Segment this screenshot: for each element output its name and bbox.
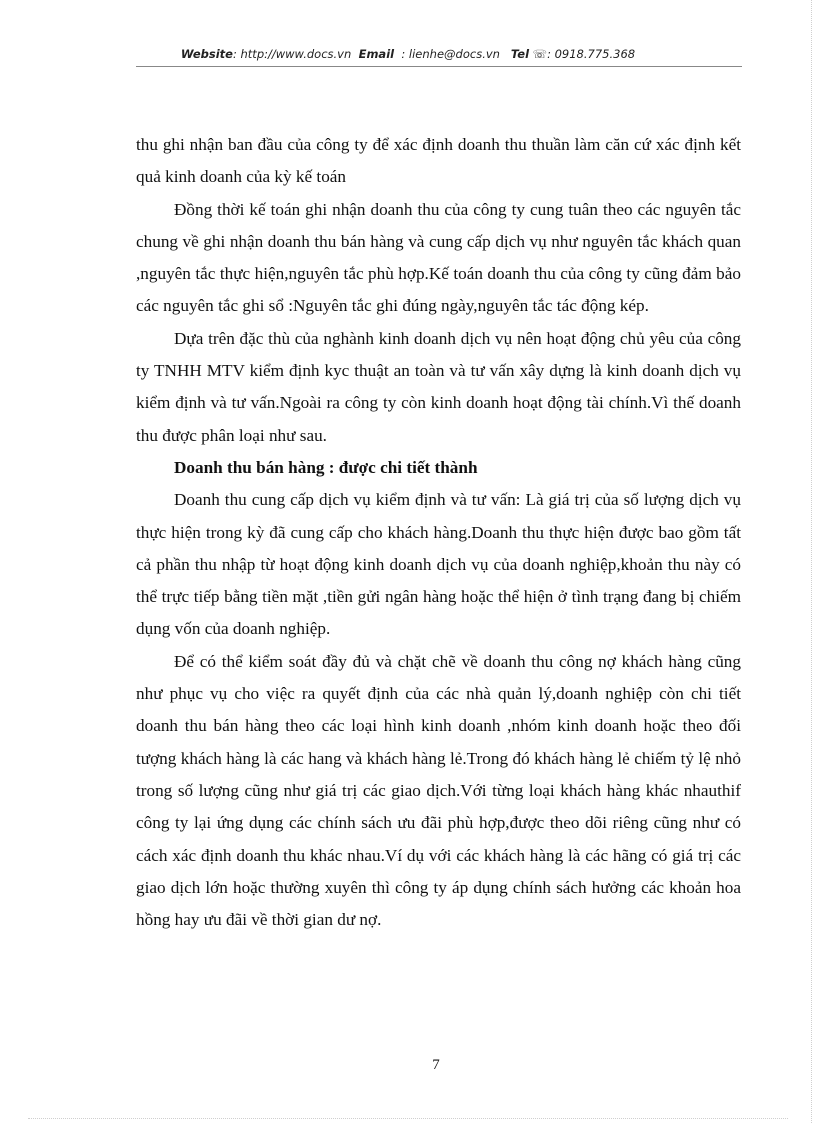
website-label: Website bbox=[180, 47, 233, 61]
paragraph: Đồng thời kế toán ghi nhận doanh thu của công ty cung tuân theo các nguyên tắc chung về ghi nhận doanh thu bán hàng và cung cấp dịch vụ như nguyên tắc khách quan ,nguyên tắc thực hiện,nguyên tắc phù hợp.Kế toán doanh thu của công ty cũng đảm bảo các nguyên tắc ghi sổ :Nguyên tắc ghi đúng ngày,nguyên tắc tác động kép. bbox=[136, 199, 741, 316]
paragraph: Dựa trên đặc thù của nghành kinh doanh dịch vụ nên hoạt động chủ yêu của công ty TNHH MTV kiểm định kyc thuật an toàn và tư vấn xây dựng là kinh doanh dịch vụ kiểm định và tư vấn.Ngoài ra công ty còn kinh doanh hoạt động tài chính.Vì thế doanh thu được phân loại như sau. bbox=[136, 328, 741, 445]
bottom-dotted-border bbox=[28, 1118, 788, 1119]
email-value: : lienhe@docs.vn bbox=[401, 47, 500, 61]
tel-label: Tel bbox=[510, 47, 530, 61]
paragraph-continuation: thu ghi nhận ban đầu của công ty để xác định doanh thu thuần làm căn cứ xác định kết quả kinh doanh của kỳ kế toán bbox=[136, 135, 741, 187]
paragraph: Doanh thu cung cấp dịch vụ kiểm định và tư vấn: Là giá trị của số lượng dịch vụ thực hiện trong kỳ đã cung cấp cho khách hàng.Doanh thu thực hiện được bao gồm tất cả phần thu nhập từ hoạt động kinh doanh dịch vụ của doanh nghiệp,khoản thu này có thể trực tiếp bằng tiền mặt ,tiền gửi ngân hàng hoặc thể hiện ở tình trạng đang bị chiếm dụng vốn của doanh nghiệp. bbox=[136, 490, 741, 639]
email-label: Email bbox=[358, 47, 395, 61]
header-divider bbox=[136, 66, 742, 67]
document-body bbox=[136, 129, 741, 936]
tel-value: : 0918.775.368 bbox=[547, 47, 636, 61]
page-number: 7 bbox=[432, 1057, 440, 1073]
paragraph: Để có thể kiểm soát đầy đủ và chặt chẽ về doanh thu công nợ khách hàng cũng như phục vụ cho việc ra quyết định của các nhà quản lý,doanh nghiệp còn chi tiết doanh thu bán hàng theo các loại hình kinh doanh ,nhóm kinh doanh hoặc theo đối tượng khách hàng là các hang và khách hàng lẻ.Trong đó khách hàng lẻ chiếm tỷ lệ nhỏ trong số lượng cũng như giá trị các giao dịch.Với từng loại khách hàng khác nhauthif công ty lại ứng dụng các chính sách ưu đãi phù hợp,được theo dõi riêng cũng như có cách xác định doanh thu khác nhau.Ví dụ với các khách hàng là các hãng có giá trị các giao dịch lớn hoặc thường xuyên thì công ty áp dụng chính sách hưởng các khoản hoa hồng hay ưu đãi về thời gian dư nợ. bbox=[136, 651, 741, 930]
phone-icon: ☏ bbox=[532, 47, 548, 61]
page-header bbox=[0, 47, 816, 61]
website-value: : http://www.docs.vn bbox=[232, 47, 352, 61]
section-heading: Doanh thu bán hàng : được chi tiết thành bbox=[174, 457, 478, 477]
right-dotted-border bbox=[811, 0, 812, 1123]
